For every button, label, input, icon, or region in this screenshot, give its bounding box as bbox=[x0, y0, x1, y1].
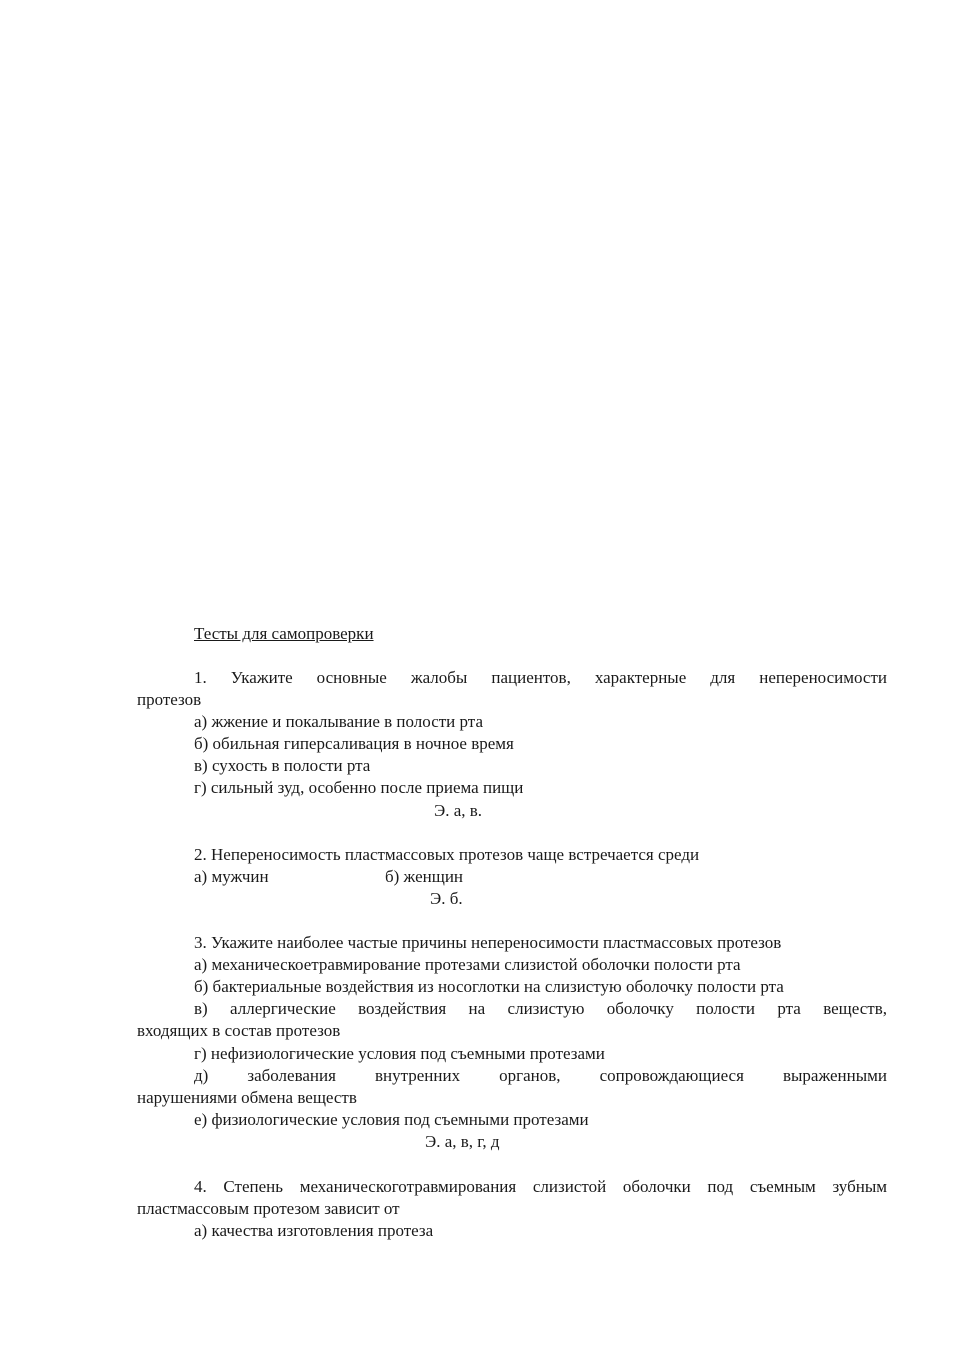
question-3-option-v-continued: входящих в состав протезов bbox=[137, 1021, 341, 1040]
question-3-option-b: б) бактериальные воздействия из носоглотки на слизистую оболочку полости рта bbox=[194, 977, 784, 996]
question-1-option-a: а) жжение и покалывание в полости рта bbox=[194, 712, 483, 731]
question-3-option-d-continued: нарушениями обмена веществ bbox=[137, 1088, 357, 1107]
question-4-text: 4. Степень механическоготравмирования слизистой оболочки под съемным зубным bbox=[194, 1177, 887, 1196]
question-2-answer: Э. б. bbox=[430, 889, 463, 908]
question-1-option-g: г) сильный зуд, особенно после приема пищи bbox=[194, 778, 524, 797]
question-2-option-b: б) женщин bbox=[385, 867, 464, 886]
question-1-text: 1. Укажите основные жалобы пациентов, характерные для непереносимости bbox=[194, 668, 887, 687]
question-2-text: 2. Непереносимость пластмассовых протезов чаще встречается среди bbox=[194, 845, 700, 864]
question-1-text-continued: протезов bbox=[137, 690, 202, 709]
question-1-answer: Э. а, в. bbox=[434, 801, 483, 820]
question-3-option-v: в) аллергические воздействия на слизистую оболочку полости рта веществ, bbox=[194, 999, 887, 1018]
question-3-option-g: г) нефизиологические условия под съемными протезами bbox=[194, 1044, 605, 1063]
question-1-option-b: б) обильная гиперсаливация в ночное время bbox=[194, 734, 514, 753]
question-3-option-e: е) физиологические условия под съемными протезами bbox=[194, 1110, 589, 1129]
section-title: Тесты для самопроверки bbox=[194, 624, 374, 643]
question-3-option-a: а) механическоетравмирование протезами слизистой оболочки полости рта bbox=[194, 955, 741, 974]
question-2-option-a: а) мужчин bbox=[194, 867, 269, 886]
question-3-option-d: д) заболевания внутренних органов, сопровождающиеся выраженными bbox=[194, 1066, 887, 1085]
question-3-text: 3. Укажите наиболее частые причины непереносимости пластмассовых протезов bbox=[194, 933, 782, 952]
question-1-option-v: в) сухость в полости рта bbox=[194, 756, 371, 775]
question-3-answer: Э. а, в, г, д bbox=[425, 1132, 500, 1151]
question-4-text-continued: пластмассовым протезом зависит от bbox=[137, 1199, 400, 1218]
question-4-option-a: а) качества изготовления протеза bbox=[194, 1221, 434, 1240]
